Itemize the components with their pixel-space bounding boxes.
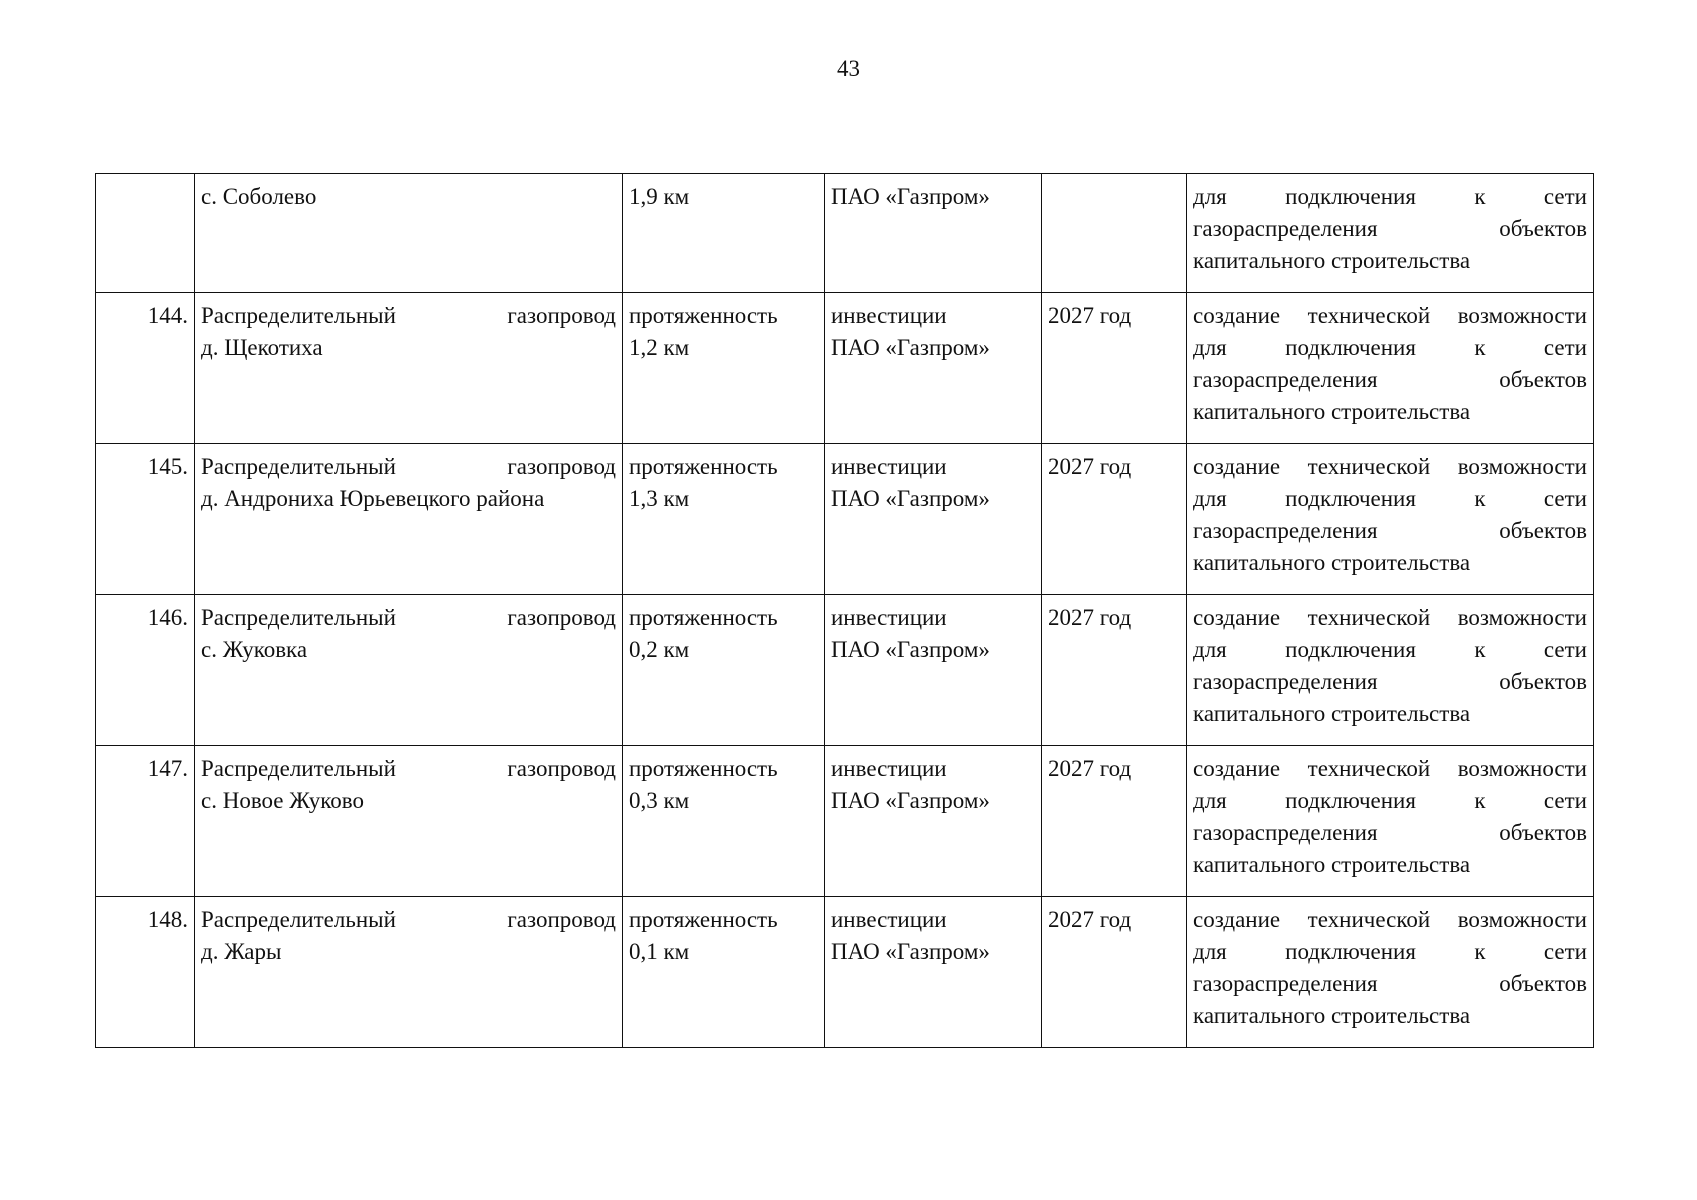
year-value: 2027 год — [1048, 605, 1132, 630]
object-name-text: с. Соболево — [201, 184, 317, 209]
purpose-line: капитального строительства — [1193, 852, 1471, 877]
source-label: инвестиции — [831, 454, 947, 479]
table-row — [96, 746, 1594, 897]
table-row — [96, 444, 1594, 595]
purpose-line: газораспределения объектов — [1193, 971, 1587, 996]
length-label: протяженность — [629, 303, 778, 328]
purpose-line: создание технической возможности — [1193, 907, 1587, 932]
length-label: протяженность — [629, 756, 778, 781]
gas-pipeline-table — [95, 173, 1594, 1048]
source-label: инвестиции — [831, 605, 947, 630]
cell-length — [623, 293, 825, 444]
source-label: инвестиции — [831, 303, 947, 328]
cell-source — [825, 174, 1042, 293]
cell-purpose — [1187, 174, 1594, 293]
length-value: 0,1 км — [629, 939, 690, 964]
length-label: протяженность — [629, 907, 778, 932]
year-value: 2027 год — [1048, 907, 1132, 932]
length-value: 1,2 км — [629, 335, 690, 360]
purpose-line: газораспределения объектов — [1193, 518, 1587, 543]
cell-source — [825, 746, 1042, 897]
purpose-line: создание технической возможности — [1193, 454, 1587, 479]
object-name-line: Распределительный газопровод — [201, 756, 616, 781]
object-location: с. Жуковка — [201, 637, 308, 662]
purpose-line: капитального строительства — [1193, 701, 1471, 726]
cell-source — [825, 595, 1042, 746]
object-name-line: Распределительный газопровод — [201, 454, 616, 479]
page-number: 43 — [837, 56, 860, 81]
cell-object-name — [195, 293, 623, 444]
purpose-line: капитального строительства — [1193, 399, 1471, 424]
purpose-line: для подключения к сети — [1193, 788, 1587, 813]
length-label: протяженность — [629, 605, 778, 630]
cell-purpose — [1187, 293, 1594, 444]
cell-number: 148. — [96, 897, 195, 1048]
year-value: 2027 год — [1048, 303, 1132, 328]
purpose-line: для подключения к сети — [1193, 486, 1587, 511]
purpose-line: создание технической возможности — [1193, 605, 1587, 630]
object-name-line: Распределительный газопровод — [201, 303, 616, 328]
source-value: ПАО «Газпром» — [831, 637, 990, 662]
cell-length — [623, 174, 825, 293]
purpose-line: для подключения к сети — [1193, 335, 1587, 360]
cell-object-name — [195, 174, 623, 293]
length-label: протяженность — [629, 454, 778, 479]
table-row-continued — [96, 174, 1594, 293]
cell-length — [623, 746, 825, 897]
purpose-line: создание технической возможности — [1193, 303, 1587, 328]
cell-year — [1042, 444, 1187, 595]
purpose-line: для подключения к сети — [1193, 184, 1587, 209]
cell-purpose — [1187, 746, 1594, 897]
table-row — [96, 293, 1594, 444]
cell-purpose — [1187, 897, 1594, 1048]
purpose-line: создание технической возможности — [1193, 756, 1587, 781]
table-row — [96, 595, 1594, 746]
cell-number — [96, 174, 195, 293]
cell-source — [825, 444, 1042, 595]
cell-number: 145. — [96, 444, 195, 595]
length-value: 0,2 км — [629, 637, 690, 662]
source-value: ПАО «Газпром» — [831, 335, 990, 360]
cell-length — [623, 595, 825, 746]
cell-purpose — [1187, 444, 1594, 595]
source-label: инвестиции — [831, 756, 947, 781]
length-value: 1,9 км — [629, 184, 690, 209]
object-location: с. Новое Жуково — [201, 788, 364, 813]
cell-year — [1042, 293, 1187, 444]
source-label: инвестиции — [831, 907, 947, 932]
source-value: ПАО «Газпром» — [831, 184, 990, 209]
object-name-line: Распределительный газопровод — [201, 907, 616, 932]
object-location: д. Щекотиха — [201, 335, 323, 360]
object-location: д. Жары — [201, 939, 282, 964]
purpose-line: капитального строительства — [1193, 1003, 1471, 1028]
cell-object-name — [195, 746, 623, 897]
cell-source — [825, 897, 1042, 1048]
cell-year — [1042, 595, 1187, 746]
purpose-line: газораспределения объектов — [1193, 367, 1587, 392]
purpose-line: капитального строительства — [1193, 550, 1471, 575]
cell-year — [1042, 897, 1187, 1048]
length-value: 0,3 км — [629, 788, 690, 813]
cell-number: 147. — [96, 746, 195, 897]
purpose-line: газораспределения объектов — [1193, 216, 1587, 241]
object-name-line: Распределительный газопровод — [201, 605, 616, 630]
cell-object-name — [195, 444, 623, 595]
purpose-line: для подключения к сети — [1193, 637, 1587, 662]
cell-purpose — [1187, 595, 1594, 746]
purpose-line: для подключения к сети — [1193, 939, 1587, 964]
cell-year — [1042, 174, 1187, 293]
length-value: 1,3 км — [629, 486, 690, 511]
cell-length — [623, 444, 825, 595]
cell-object-name — [195, 595, 623, 746]
year-value: 2027 год — [1048, 454, 1132, 479]
cell-source — [825, 293, 1042, 444]
cell-number: 144. — [96, 293, 195, 444]
purpose-line: капитального строительства — [1193, 248, 1471, 273]
source-value: ПАО «Газпром» — [831, 939, 990, 964]
year-value: 2027 год — [1048, 756, 1132, 781]
object-location: д. Андрониха Юрьевецкого района — [201, 486, 545, 511]
purpose-line: газораспределения объектов — [1193, 820, 1587, 845]
cell-year — [1042, 746, 1187, 897]
cell-number: 146. — [96, 595, 195, 746]
cell-length — [623, 897, 825, 1048]
cell-object-name — [195, 897, 623, 1048]
table-row — [96, 897, 1594, 1048]
source-value: ПАО «Газпром» — [831, 486, 990, 511]
purpose-line: газораспределения объектов — [1193, 669, 1587, 694]
source-value: ПАО «Газпром» — [831, 788, 990, 813]
